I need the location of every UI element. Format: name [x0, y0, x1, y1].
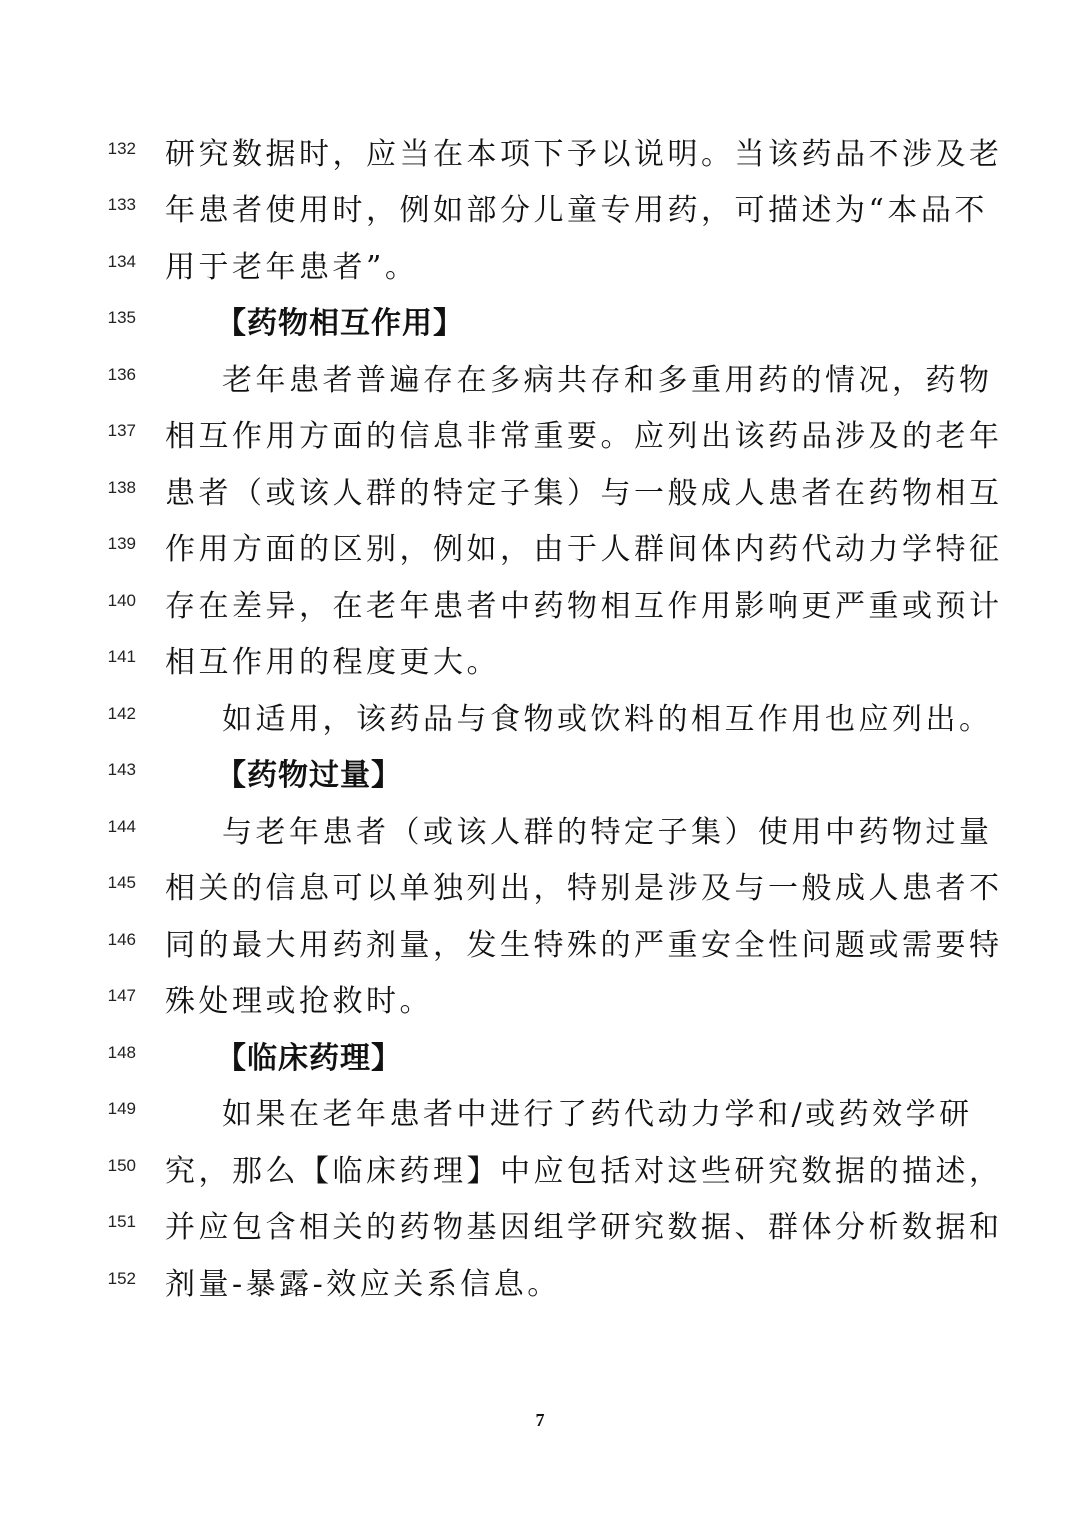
line-text: 年患者使用时，例如部分儿童专用药，可描述为“本品不 [165, 193, 988, 228]
section-heading-overdose [0, 746, 1080, 802]
text-line-140 [0, 577, 1080, 633]
line-text: 剂量-暴露-效应关系信息。 [165, 1267, 561, 1302]
text-line-138 [0, 464, 1080, 520]
line-number: 143 [107, 760, 136, 779]
line-text: 与老年患者（或该人群的特定子集）使用中药物过量 [222, 815, 993, 850]
line-number: 142 [107, 704, 136, 723]
line-number: 136 [107, 365, 136, 384]
section-heading-text: 【药物相互作用】 [216, 306, 464, 341]
line-number: 152 [107, 1269, 136, 1288]
line-number: 148 [107, 1043, 136, 1062]
text-line-147 [0, 972, 1080, 1028]
line-text: 老年患者普遍存在多病共存和多重用药的情况，药物 [222, 363, 993, 398]
line-number: 149 [107, 1099, 136, 1118]
text-line-133 [0, 181, 1080, 237]
page-number: 7 [535, 1410, 545, 1430]
section-heading-drug-interactions [0, 294, 1080, 350]
line-number: 141 [107, 647, 136, 666]
text-line-152 [0, 1255, 1080, 1311]
section-heading-text: 【临床药理】 [216, 1041, 402, 1076]
line-text: 相互作用的程度更大。 [165, 645, 500, 680]
line-number: 135 [107, 308, 136, 327]
line-text: 如果在老年患者中进行了药代动力学和/或药效学研 [222, 1097, 973, 1132]
line-number: 132 [107, 139, 136, 158]
text-line-136 [0, 351, 1080, 407]
text-line-134 [0, 238, 1080, 294]
line-text: 究，那么【临床药理】中应包括对这些研究数据的描述， [165, 1154, 1003, 1189]
line-text: 如适用，该药品与食物或饮料的相互作用也应列出。 [222, 702, 993, 737]
text-line-141 [0, 633, 1080, 689]
line-text: 研究数据时，应当在本项下予以说明。当该药品不涉及老 [165, 137, 1003, 172]
text-line-139 [0, 520, 1080, 576]
line-number: 137 [107, 421, 136, 440]
line-number: 139 [107, 534, 136, 553]
text-line-149 [0, 1085, 1080, 1141]
section-heading-text: 【药物过量】 [216, 758, 402, 793]
text-line-142 [0, 690, 1080, 746]
line-text: 患者（或该人群的特定子集）与一般成人患者在药物相互 [165, 476, 1003, 511]
line-number: 138 [107, 478, 136, 497]
section-heading-clinical-pharmacology [0, 1029, 1080, 1085]
text-line-151 [0, 1198, 1080, 1254]
line-number: 151 [107, 1212, 136, 1231]
line-number: 134 [107, 252, 136, 271]
line-text: 存在差异，在老年患者中药物相互作用影响更严重或预计 [165, 589, 1003, 624]
line-text: 相关的信息可以单独列出，特别是涉及与一般成人患者不 [165, 871, 1003, 906]
line-number: 146 [107, 930, 136, 949]
line-text: 同的最大用药剂量，发生特殊的严重安全性问题或需要特 [165, 928, 1003, 963]
text-line-132 [0, 125, 1080, 181]
text-line-137 [0, 407, 1080, 463]
line-text: 用于老年患者”。 [165, 250, 419, 285]
line-number: 145 [107, 873, 136, 892]
line-number: 150 [107, 1156, 136, 1175]
line-text: 并应包含相关的药物基因组学研究数据、群体分析数据和 [165, 1210, 1003, 1245]
text-line-145 [0, 859, 1080, 915]
text-line-144 [0, 803, 1080, 859]
line-text: 殊处理或抢救时。 [165, 984, 433, 1019]
text-line-146 [0, 916, 1080, 972]
line-number: 144 [107, 817, 136, 836]
line-text: 相互作用方面的信息非常重要。应列出该药品涉及的老年 [165, 419, 1003, 454]
line-number: 133 [107, 195, 136, 214]
text-line-150 [0, 1142, 1080, 1198]
line-number: 140 [107, 591, 136, 610]
line-number: 147 [107, 986, 136, 1005]
line-text: 作用方面的区别，例如，由于人群间体内药代动力学特征 [165, 532, 1003, 567]
